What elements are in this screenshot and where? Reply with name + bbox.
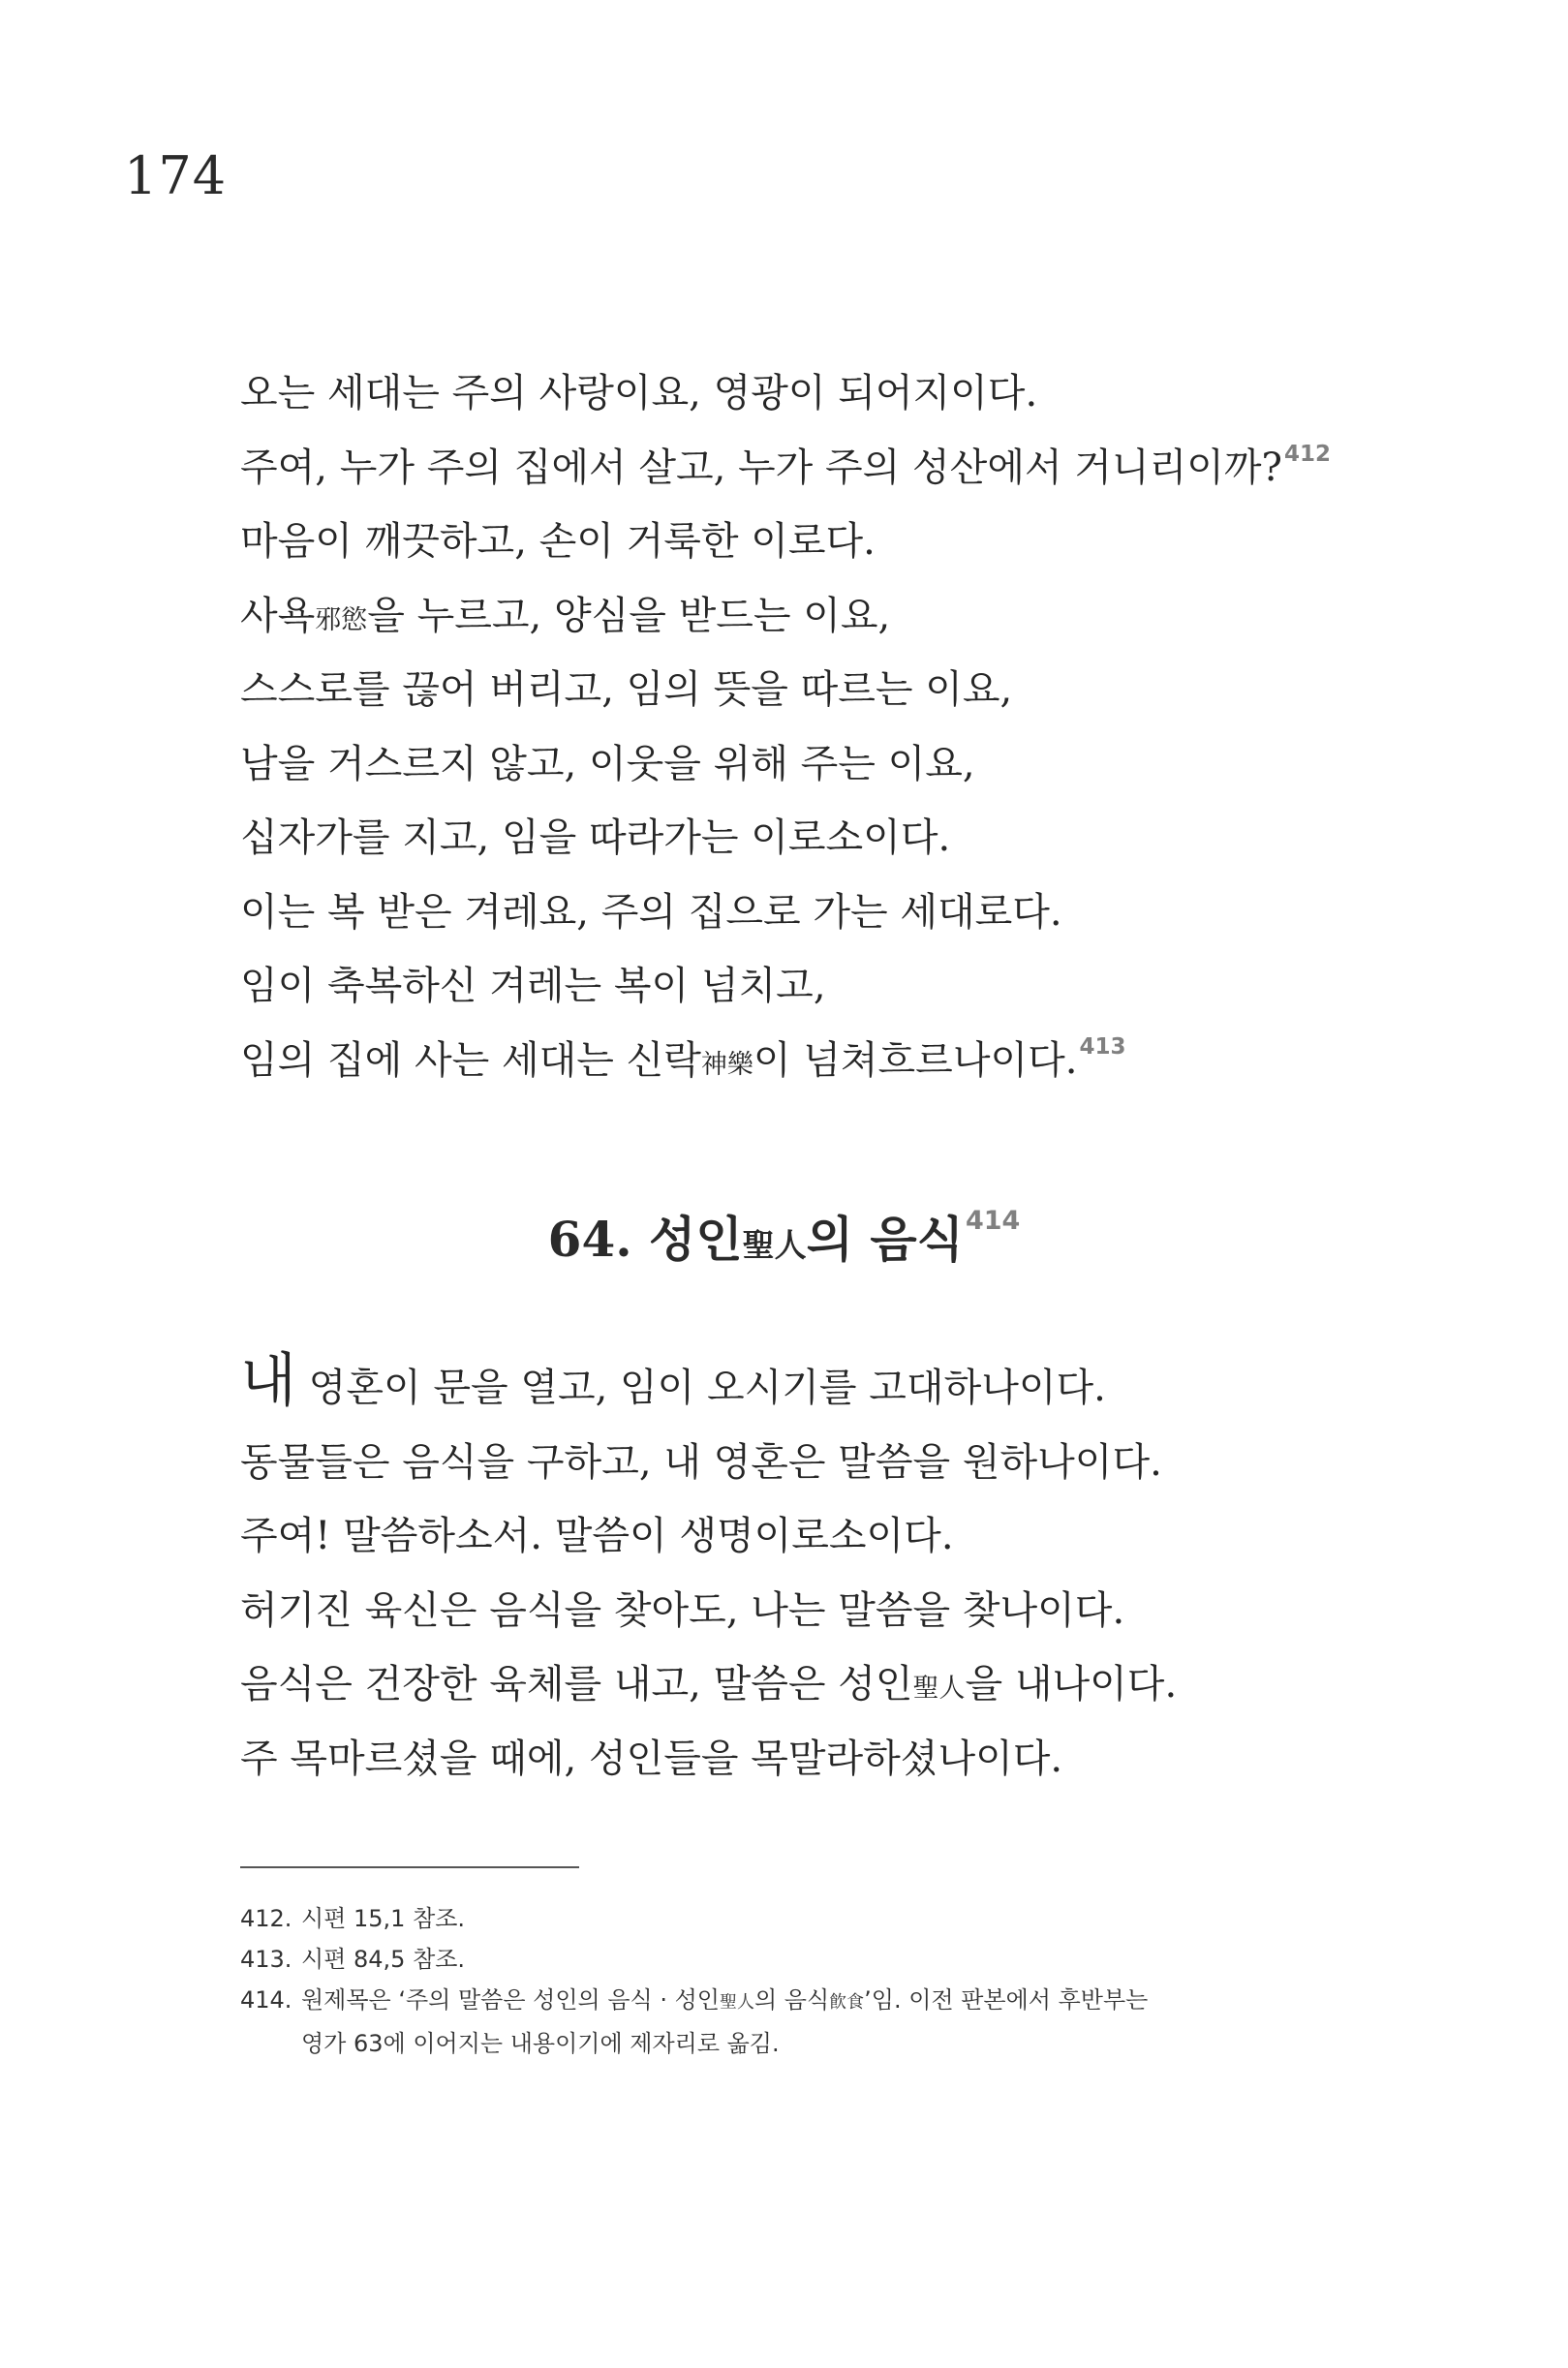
footnote-text: 원제목은 ‘주의 말씀은 성인의 음식 · 성인聖人의 음식飮食’임. 이전 판본에서 후반부는 영가 63에 이어지는 내용이기에 제자리로 옮김.	[301, 1986, 1149, 2057]
poem-line: 스스로를 끊어 버리고, 임의 뜻을 따르는 이요,	[240, 667, 1013, 712]
poem-line: 음식은 건장한 육체를 내고, 말씀은 성인聖人을 내나이다.	[240, 1662, 1178, 1707]
poem-line: 임이 축복하신 겨레는 복이 넘치고,	[240, 964, 826, 1008]
poem-part2	[240, 1347, 1402, 1796]
poem-line: 마음이 깨끗하고, 손이 거룩한 이로다.	[240, 519, 876, 564]
drop-cap: 내	[240, 1347, 296, 1415]
poem-line: 주 목마르셨을 때에, 성인들을 목말라하셨나이다.	[240, 1736, 1063, 1781]
footnote-item	[240, 1898, 1402, 1939]
page-number: 174	[124, 145, 228, 206]
poem-line: 허기진 육신은 음식을 찾아도, 나는 말씀을 찾나이다.	[240, 1587, 1125, 1633]
poem-line: 임의 집에 사는 세대는 신락神樂이 넘쳐흐르나이다.$^{413}$	[240, 1033, 1126, 1083]
hanja-gloss: 飮食	[829, 1992, 865, 2013]
footnote-text: 시편 15,1 참조.	[301, 1905, 466, 1932]
section-title: 64. 성인聖人의 음식$^{414}$	[547, 1206, 1021, 1268]
hanja-gloss: 聖人	[719, 1992, 754, 2013]
hanja-gloss: 神樂	[700, 1049, 753, 1080]
poem-line: 오는 세대는 주의 사랑이요, 영광이 되어지이다.	[240, 371, 1038, 415]
poem-part1	[240, 356, 1402, 1097]
poem-line: 내 영혼이 문을 열고, 임이 오시기를 고대하나이다.	[240, 1347, 1106, 1415]
hanja-gloss: 聖人	[742, 1226, 807, 1264]
poem-line: 동물들은 음식을 구하고, 내 영혼은 말씀을 원하나이다.	[240, 1439, 1162, 1485]
poem-line: 주여! 말씀하소서. 말씀이 생명이로소이다.	[240, 1514, 954, 1558]
hanja-gloss: 聖人	[912, 1674, 966, 1704]
footnote-ref[interactable]: 414	[965, 1206, 1021, 1236]
footnote-item	[240, 1939, 1402, 1980]
footnotes	[240, 1898, 1402, 2064]
footnote-ref[interactable]: 413	[1079, 1033, 1126, 1060]
hanja-gloss: 邪慾	[315, 604, 368, 635]
footnote-ref[interactable]: 412	[1283, 441, 1331, 467]
footnote-number: 412.	[240, 1905, 292, 1932]
poem-line: 남을 거스르지 않고, 이웃을 위해 주는 이요,	[240, 741, 975, 786]
poem-line: 십자가를 지고, 임을 따라가는 이로소이다.	[240, 815, 951, 860]
footnote-item	[240, 1980, 1402, 2064]
footnote-number: 413.	[240, 1946, 292, 1973]
poem-line: 사욕邪慾을 누르고, 양심을 받드는 이요,	[240, 593, 891, 638]
footnote-divider	[240, 1866, 579, 1868]
poem-line: 이는 복 받은 겨레요, 주의 집으로 가는 세대로다.	[240, 889, 1062, 935]
footnote-number: 414.	[240, 1986, 292, 2014]
poem-line: 주여, 누가 주의 집에서 살고, 누가 주의 성산에서 거니리이까?$^{412}$	[240, 441, 1331, 490]
footnote-text: 시편 84,5 참조.	[301, 1946, 466, 1973]
